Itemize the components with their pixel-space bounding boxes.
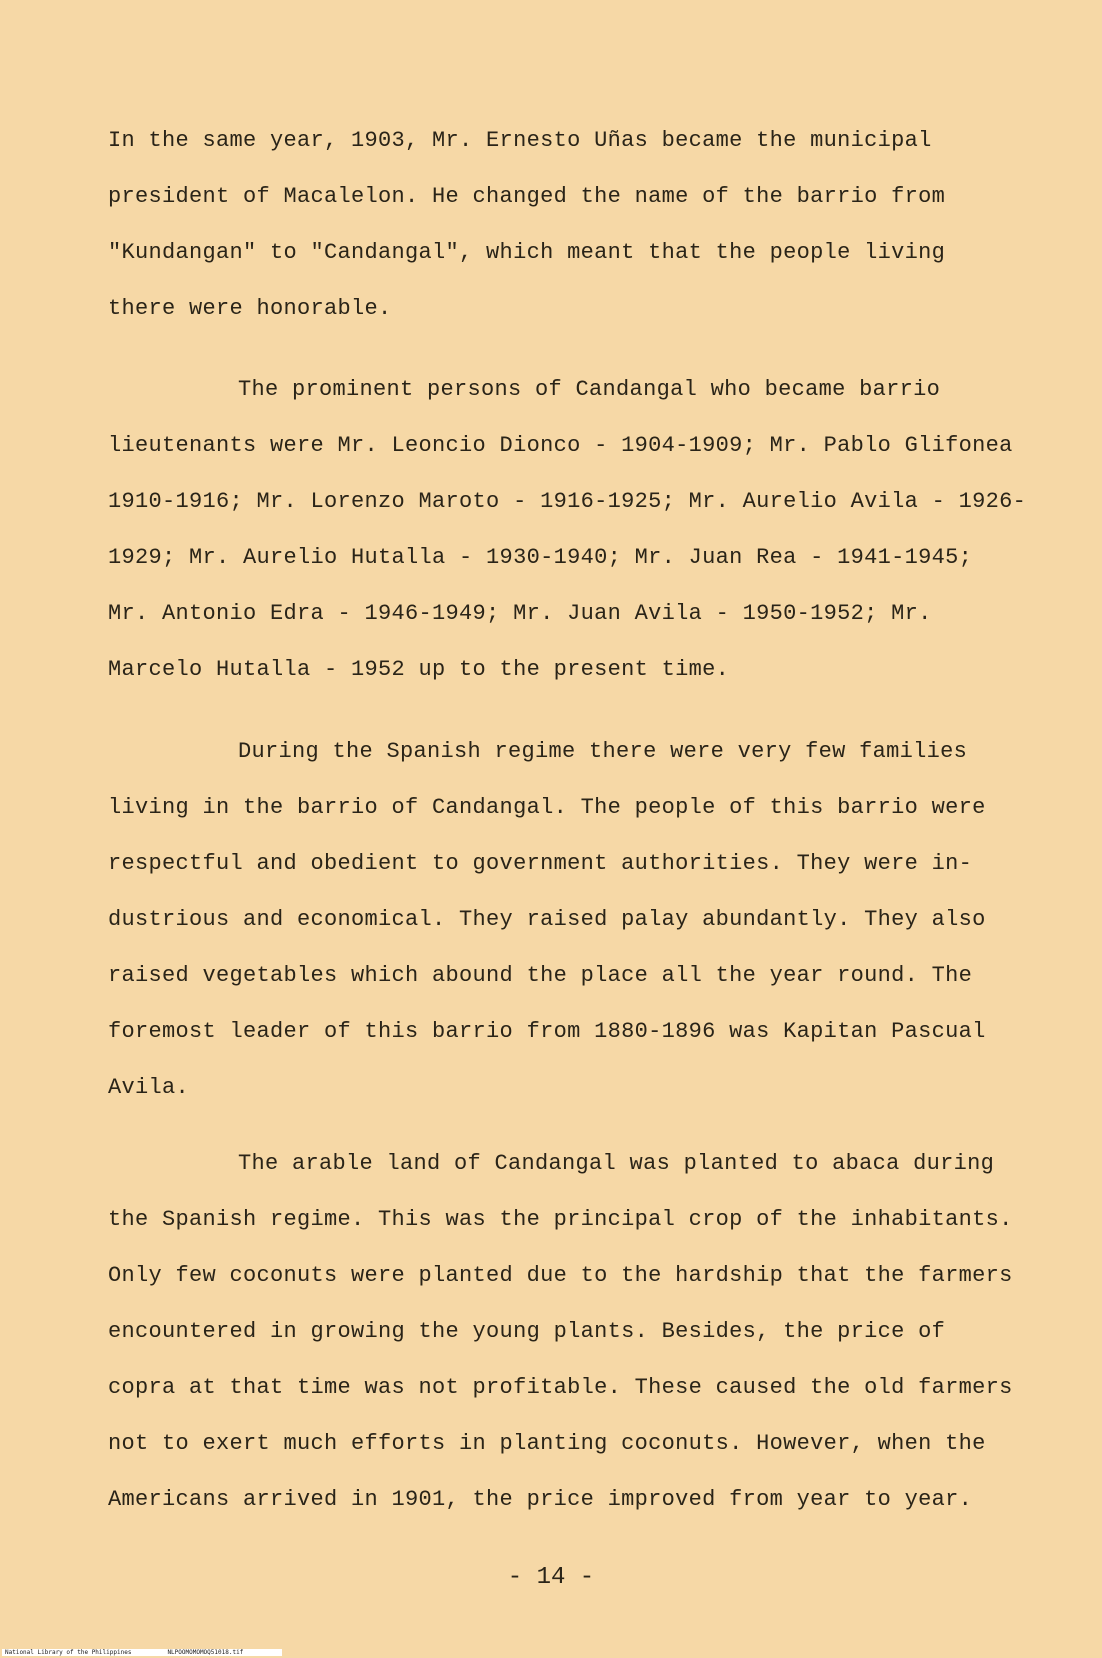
text-line: lieutenants were Mr. Leoncio Dionco - 1904-1909; Mr. Pablo Glifonea: [108, 433, 1013, 458]
text-line: foremost leader of this barrio from 1880-1896 was Kapitan Pascual: [108, 1019, 986, 1044]
text-line: respectful and obedient to government authorities. They were in-: [108, 851, 973, 876]
text-line: the Spanish regime. This was the principal crop of the inhabitants.: [108, 1207, 1013, 1232]
footer-library: National Library of the Philippines: [5, 1649, 132, 1656]
text-line: not to exert much efforts in planting coconuts. However, when the: [108, 1431, 986, 1456]
scan-footer: [2, 1649, 282, 1656]
text-line: there were honorable.: [108, 296, 392, 321]
text-line: Marcelo Hutalla - 1952 up to the present time.: [108, 657, 730, 682]
text-line: Americans arrived in 1901, the price improved from year to year.: [108, 1487, 973, 1512]
text-line: encountered in growing the young plants. Besides, the price of: [108, 1319, 946, 1344]
text-line: The arable land of Candangal was planted to abaca during: [238, 1151, 995, 1176]
paragraph-3: [108, 724, 1038, 1116]
footer-filename: NLPOOMOMOMOQ51018.tif: [167, 1649, 244, 1656]
text-line: Mr. Antonio Edra - 1946-1949; Mr. Juan Avila - 1950-1952; Mr.: [108, 601, 932, 626]
text-line: dustrious and economical. They raised palay abundantly. They also: [108, 907, 986, 932]
paragraph-4: [108, 1136, 1038, 1528]
text-line: Avila.: [108, 1075, 190, 1100]
text-line: In the same year, 1903, Mr. Ernesto Uñas became the municipal: [108, 128, 932, 153]
text-line: 1910-1916; Mr. Lorenzo Maroto - 1916-1925; Mr. Aurelio Avila - 1926-: [108, 489, 1027, 514]
paragraph-1: [108, 113, 1038, 337]
text-line: The prominent persons of Candangal who became barrio: [238, 377, 941, 402]
text-line: "Kundangan" to "Candangal", which meant that the people living: [108, 240, 946, 265]
page-number: - 14 -: [507, 1564, 595, 1591]
text-line: president of Macalelon. He changed the name of the barrio from: [108, 184, 946, 209]
text-line: 1929; Mr. Aurelio Hutalla - 1930-1940; Mr. Juan Rea - 1941-1945;: [108, 545, 973, 570]
text-line: raised vegetables which abound the place all the year round. The: [108, 963, 973, 988]
paragraph-2: [108, 362, 1038, 698]
text-line: copra at that time was not profitable. These caused the old farmers: [108, 1375, 1013, 1400]
text-line: living in the barrio of Candangal. The people of this barrio were: [108, 795, 986, 820]
text-line: Only few coconuts were planted due to the hardship that the farmers: [108, 1263, 1013, 1288]
text-line: During the Spanish regime there were very few families: [238, 739, 968, 764]
